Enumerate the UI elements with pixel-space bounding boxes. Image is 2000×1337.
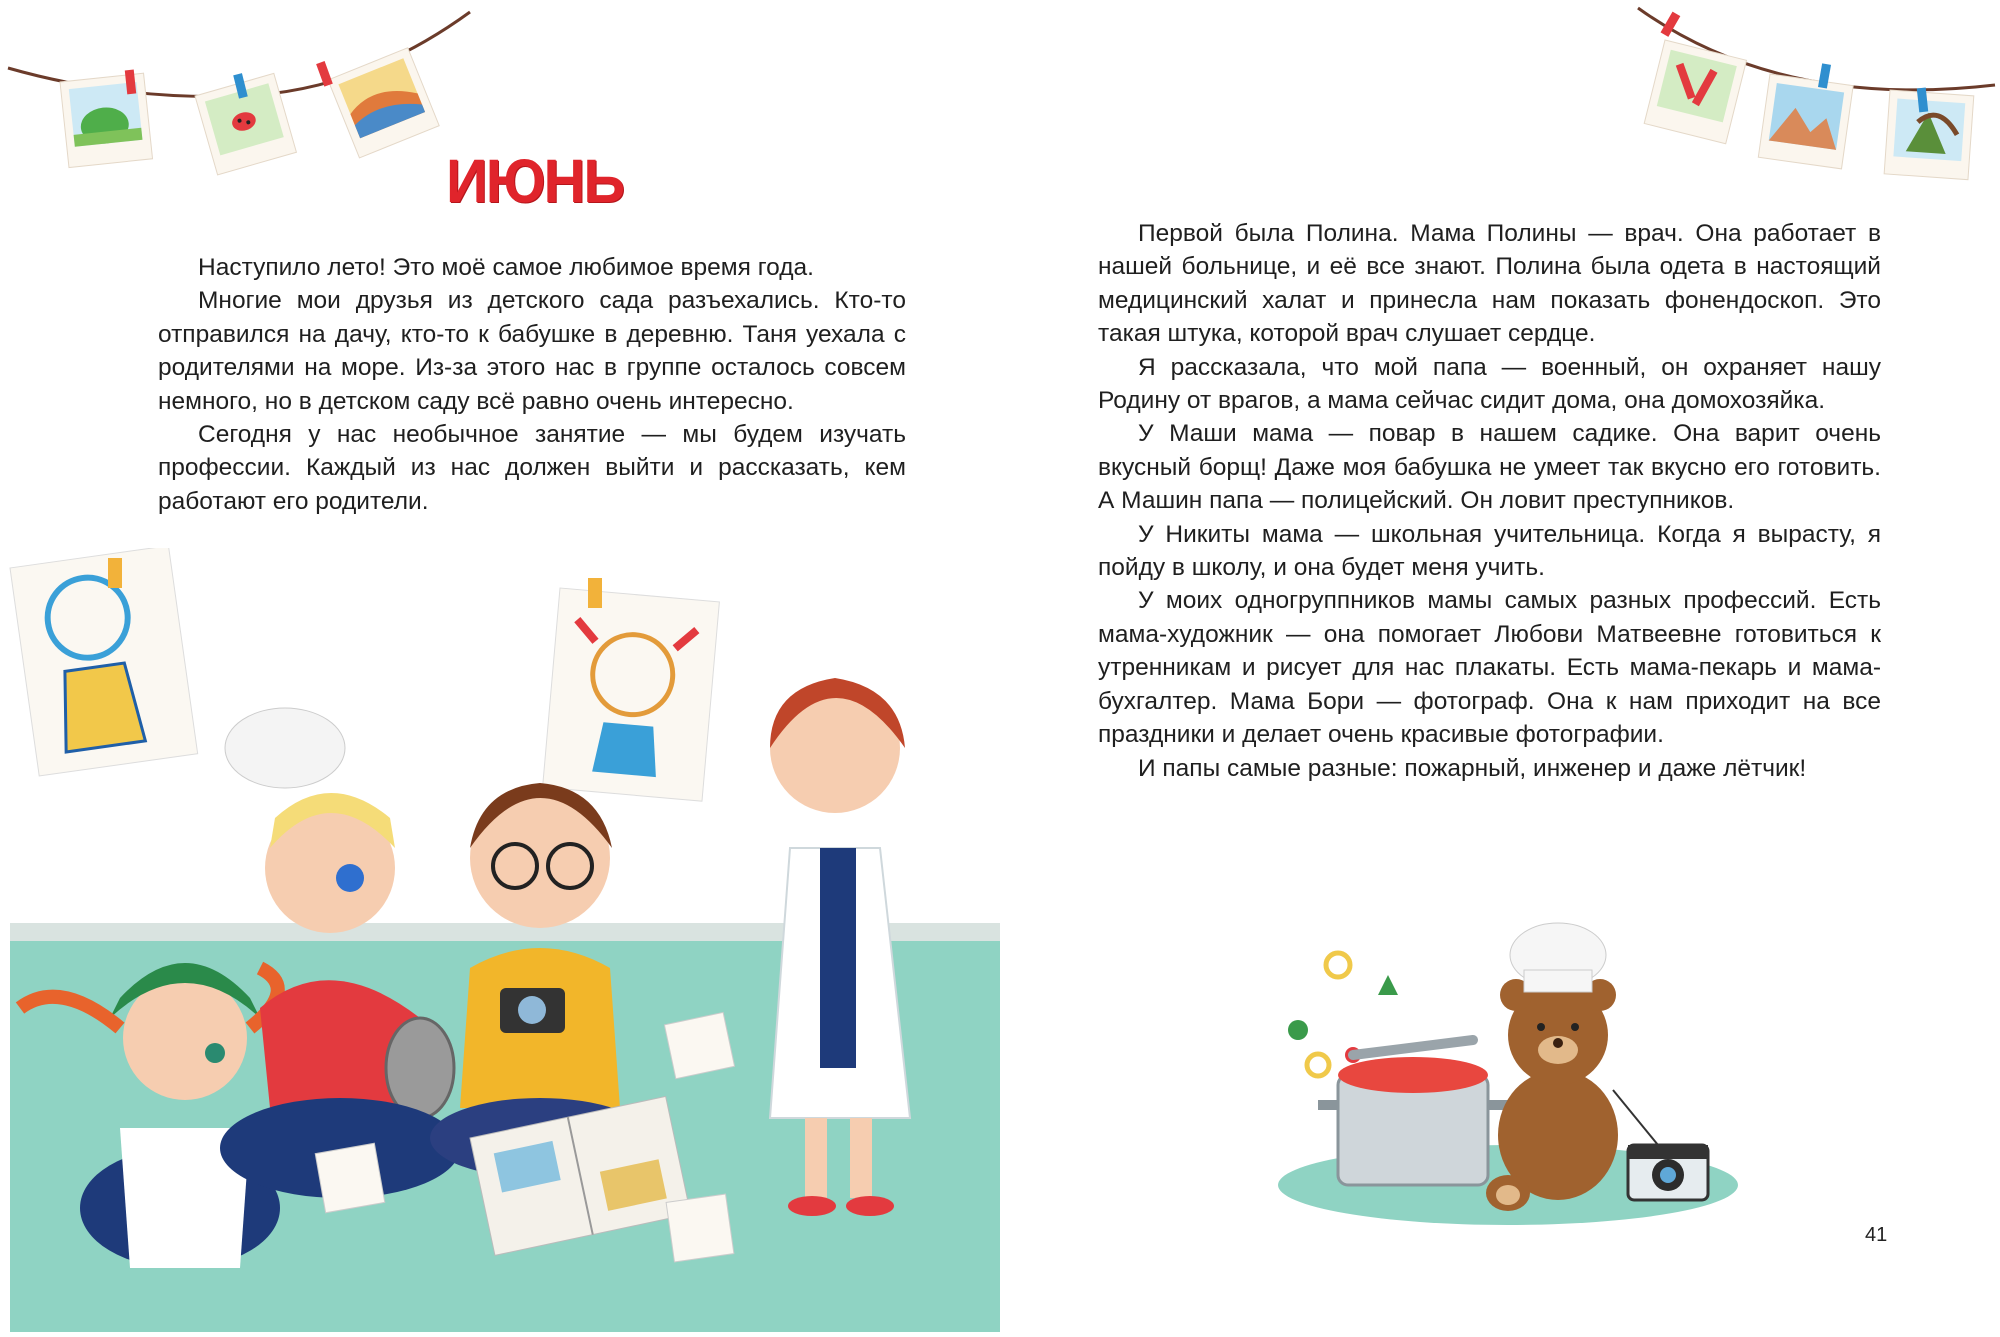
photo-garland-left <box>0 0 520 190</box>
child-drawing-icon <box>543 588 720 801</box>
paragraph: Я рассказала, что мой папа — военный, он охраняет нашу Родину от врагов, а мама сейчас сидит дома, она домохозяйка. <box>1098 353 1881 415</box>
paragraph: У Никиты мама — школьная учительница. Когда я вырасту, я пойду в школу, и она будет меня учить. <box>1098 520 1881 582</box>
kids-professions-illustration <box>0 548 1000 1337</box>
chapter-title: ИЮНЬ <box>446 147 624 216</box>
paragraph: У Маши мама — повар в нашем садике. Она варит очень вкусный борщ! Даже моя бабушка не умеет так вкусно его готовить. А Машин папа — полицейский. Он ловит преступников. <box>1098 420 1881 515</box>
paragraph: Первой была Полина. Мама Полины — врач. Она работает в нашей больнице, и её все знают. Полина была одета в настоящий медицинский халат и принесла нам показать фонендоскоп. Это такая штука, которой врач слушает сердце. <box>1098 220 1881 348</box>
paragraph: Многие мои друзья из детского сада разъехались. Кто-то отправился на дачу, кто-то к бабушке в деревню. Таня уехала с родителями на море. Из-за этого нас в группе осталось совсем немного, но в детском саду всё равно очень интересно. <box>158 287 906 415</box>
page-number: 41 <box>1865 1224 1888 1246</box>
camera-icon <box>1628 1145 1708 1200</box>
teddy-bear-chef-illustration <box>1258 915 1738 1240</box>
paragraph: И папы самые разные: пожарный, инженер и даже лётчик! <box>1138 754 1807 782</box>
paragraph: У моих одногруппников мамы самых разных профессий. Есть мама-художник — она помогает Любови Матвеевне готовиться к утренникам и рисует для нас плакаты. Есть мама-пекарь и мама-бухгалтер. Мама Бори — фотограф. Она к нам приходит на все праздники и делает очень красивые фотографии. <box>1098 587 1881 749</box>
right-page <box>1000 0 2000 1332</box>
paragraph: Сегодня у нас необычное занятие — мы будем изучать профессии. Каждый из нас должен выйти и рассказать, кем работают его родители. <box>158 421 906 515</box>
child-drawing-icon <box>10 548 198 776</box>
paragraph: Наступило лето! Это моё самое любимое время года. <box>198 254 814 281</box>
right-page-text <box>1098 217 1881 785</box>
cooking-pot-icon <box>1318 1040 1508 1185</box>
photo-garland-right <box>1620 0 2000 200</box>
left-page-text <box>158 251 906 518</box>
left-page <box>0 0 1000 1332</box>
